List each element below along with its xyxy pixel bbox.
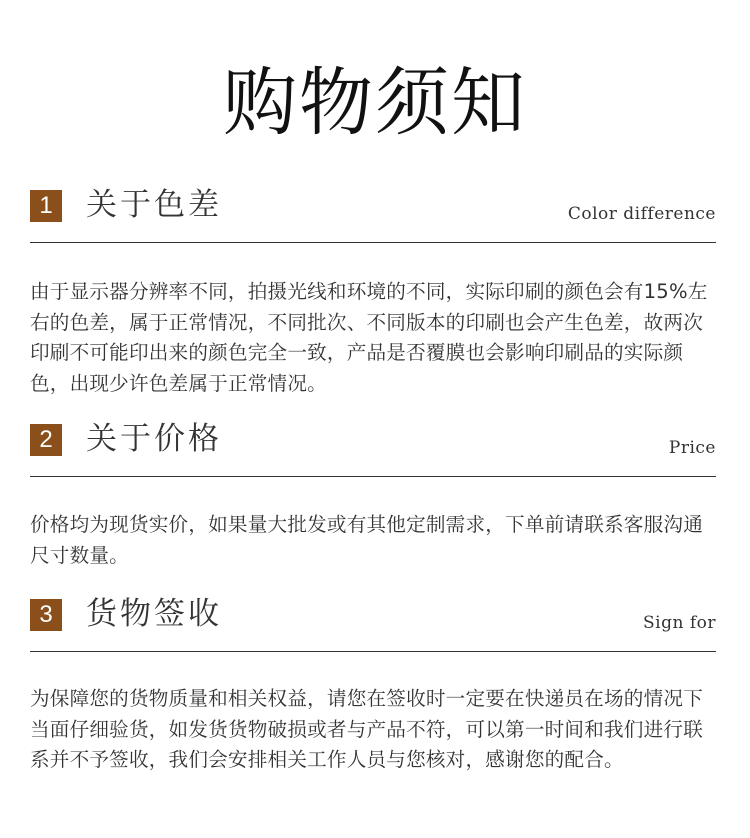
section-subtitle-en: Color difference <box>567 204 716 224</box>
section-body: 价格均为现货实价，如果量大批发或有其他定制需求，下单前请联系客服沟通尺寸数量。 <box>30 513 703 567</box>
section-number-badge: 2 <box>30 424 62 456</box>
section-header <box>30 416 716 476</box>
section-title: 货物签收 <box>86 596 222 632</box>
section-divider <box>30 476 716 477</box>
section-color-difference <box>30 182 716 395</box>
page-title: 购物须知 <box>223 60 527 146</box>
section-number-badge: 1 <box>30 190 62 222</box>
section-body: 为保障您的货物质量和相关权益，请您在签收时一定要在快递员在场的情况下当面仔细验货，如发货货物破损或者与产品不符，可以第一时间和我们进行联系并不予签收，我们会安排相关工作人员与您核对，感谢您的配合。 <box>30 687 703 771</box>
section-header <box>30 591 716 651</box>
section-body: 由于显示器分辨率不同，拍摄光线和环境的不同，实际印刷的颜色会有15%左右的色差，属于正常情况，不同批次、不同版本的印刷也会产生色差，故两次印刷不可能印出来的颜色完全一致，产品是否覆膜也会影响印刷品的实际颜色，出现少许色差属于正常情况。 <box>30 280 708 395</box>
section-divider <box>30 242 716 243</box>
section-subtitle-en: Price <box>668 438 716 458</box>
section-header <box>30 182 716 242</box>
section-subtitle-en: Sign for <box>643 613 716 633</box>
section-number-badge: 3 <box>30 599 62 631</box>
section-title: 关于价格 <box>86 421 222 457</box>
section-title: 关于色差 <box>86 187 222 223</box>
section-divider <box>30 651 716 652</box>
section-price <box>30 416 716 567</box>
section-sign-for <box>30 591 716 771</box>
